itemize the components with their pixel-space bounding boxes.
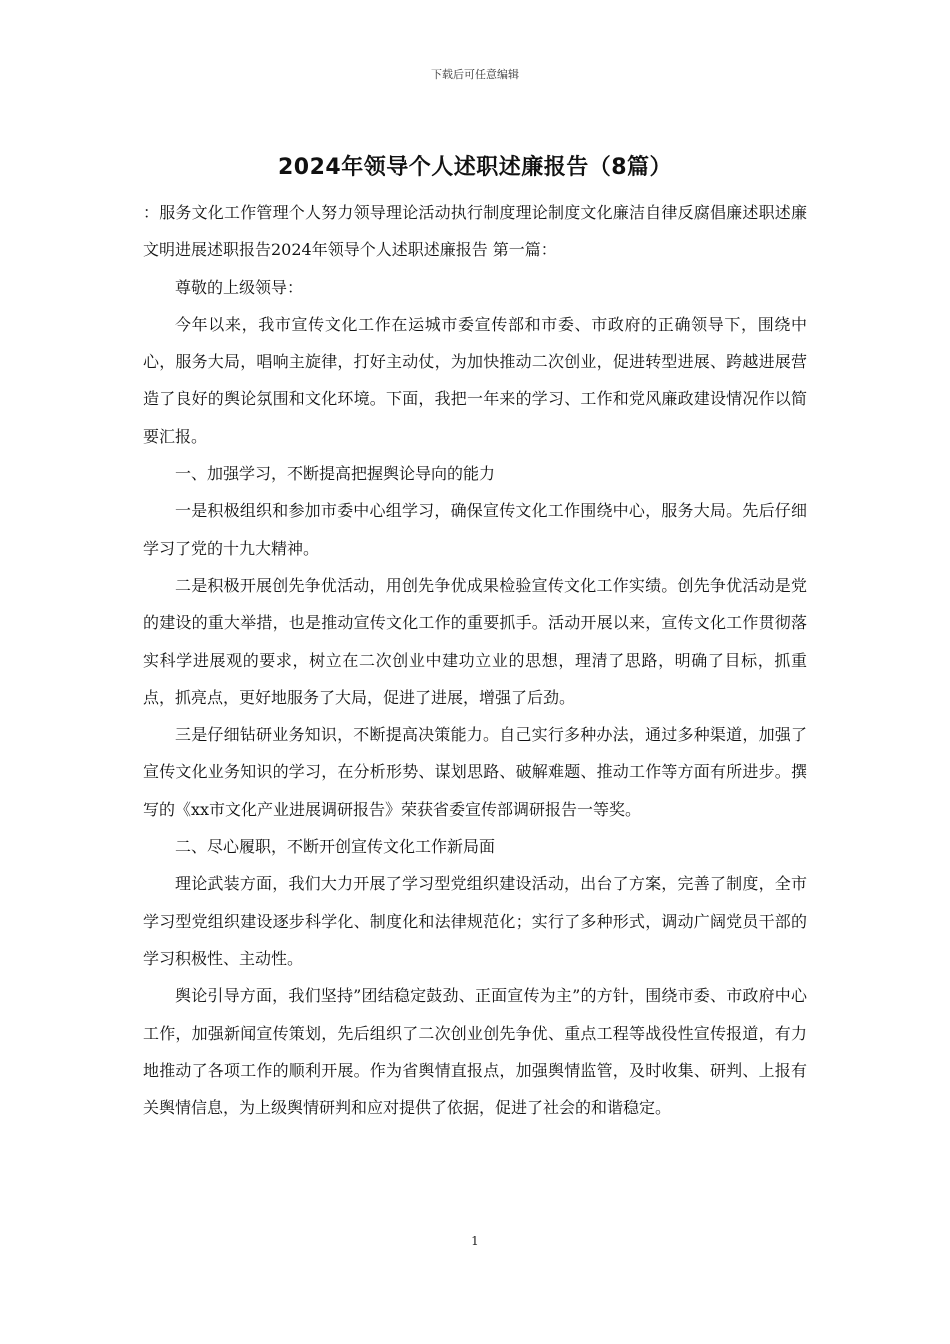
section-heading: 一、加强学习，不断提高把握舆论导向的能力 [175,464,496,484]
body-paragraph: 今年以来，我市宣传文化工作在运城市委宣传部和市委、市政府的正确领导下，围绕中心，服务大局，唱响主旋律，打好主动仗，为加快推动二次创业，促进转型进展、跨越进展营造了良好的舆论氛围和文化环境。下面，我把一年来的学习、工作和党风廉政建设情况作以简要汇报。 [143,314,807,446]
body-paragraph: 二是积极开展创先争优活动，用创先争优成果检验宣传文化工作实绩。创先争优活动是党的建设的重大举措，也是推动宣传文化工作的重要抓手。活动开展以来，宣传文化工作贯彻落实科学进展观的要求，树立在二次创业中建功立业的思想，理清了思路，明确了目标，抓重点，抓亮点，更好地服务了大局，促进了进展，增强了后劲。 [143,575,807,707]
body-paragraph: 一是积极组织和参加市委中心组学习，确保宣传文化工作围绕中心，服务大局。先后仔细学习了党的十九大精神。 [143,501,807,558]
page-header-note: 下载后可任意编辑 [431,68,519,81]
section-heading: 二、尽心履职，不断开创宣传文化工作新局面 [175,837,496,857]
document-body [143,194,807,1126]
salutation: 尊敬的上级领导： [175,277,304,297]
page-number: 1 [471,1234,479,1248]
body-paragraph: 理论武装方面，我们大力开展了学习型党组织建设活动，出台了方案，完善了制度，全市学习型党组织建设逐步科学化、制度化和法律规范化；实行了多种形式，调动广阔党员干部的学习积极性、主动性。 [143,874,807,968]
document-title: 2024年领导个人述职述廉报告（8篇） [277,155,673,180]
body-paragraph: 三是仔细钻研业务知识，不断提高决策能力。自己实行多种办法，通过多种渠道，加强了宣传文化业务知识的学习，在分析形势、谋划思路、破解难题、推动工作等方面有所进步。撰写的《xx市文化产业进展调研报告》荣获省委宣传部调研报告一等奖。 [143,725,807,819]
keywords-paragraph: ：服务文化工作管理个人努力领导理论活动执行制度理论制度文化廉洁自律反腐倡廉述职述廉文明进展述职报告2024年领导个人述职述廉报告 第一篇： [143,203,807,260]
body-paragraph: 舆论引导方面，我们坚持”团结稳定鼓劲、正面宣传为主”的方针，围绕市委、市政府中心工作，加强新闻宣传策划，先后组织了二次创业创先争优、重点工程等战役性宣传报道，有力地推动了各项工作的顺利开展。作为省舆情直报点，加强舆情监管，及时收集、研判、上报有关舆情信息，为上级舆情研判和应对提供了依据，促进了社会的和谐稳定。 [143,986,807,1118]
